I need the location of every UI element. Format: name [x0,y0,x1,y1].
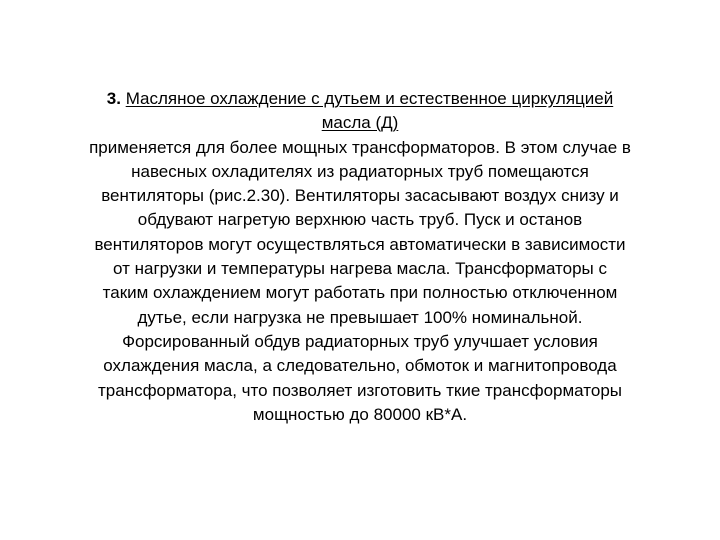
paragraph-2-line: охлаждения масла, а следовательно, обмоток и магнитопровода [103,356,617,376]
paragraph-1-line: вентиляторы (рис.2.30). Вентиляторы засасывают воздух снизу и [101,186,619,206]
paragraph-1-line: дутье, если нагрузка не превышает 100% номинальной. [137,307,583,327]
paragraph-2-line: Форсированный обдув радиаторных труб улучшает условия [122,331,598,351]
paragraph-2-line: мощностью до 80000 кВ*А. [252,404,468,424]
heading-title-part-1: Масляное охлаждение с дутьем и естественное циркуляцией [125,89,614,108]
paragraph-1-line: навесных охладителях из радиаторных труб помещаются [131,161,589,181]
paragraph-2-line: трансформатора, что позволяет изготовить ткие трансформаторы [97,380,622,400]
heading-line-1 [28,87,692,111]
text-block [28,87,692,427]
heading-line-2 [28,111,692,135]
paragraph-1-line: вентиляторов могут осуществляться автоматически в зависимости [94,234,626,254]
paragraph-1-line: обдувают нагретую верхнюю часть труб. Пуск и останов [137,210,583,230]
paragraph-1-line: применяется для более мощных трансформаторов. В этом случае в [89,137,631,157]
paragraph-1-line: от нагрузки и температуры нагрева масла. Трансформаторы с [113,259,607,279]
paragraph-1-line: таким охлаждением могут работать при полностью отключенном [102,283,618,303]
heading-title-part-2: масла (Д) [321,113,399,133]
heading-number: 3. [106,89,121,108]
